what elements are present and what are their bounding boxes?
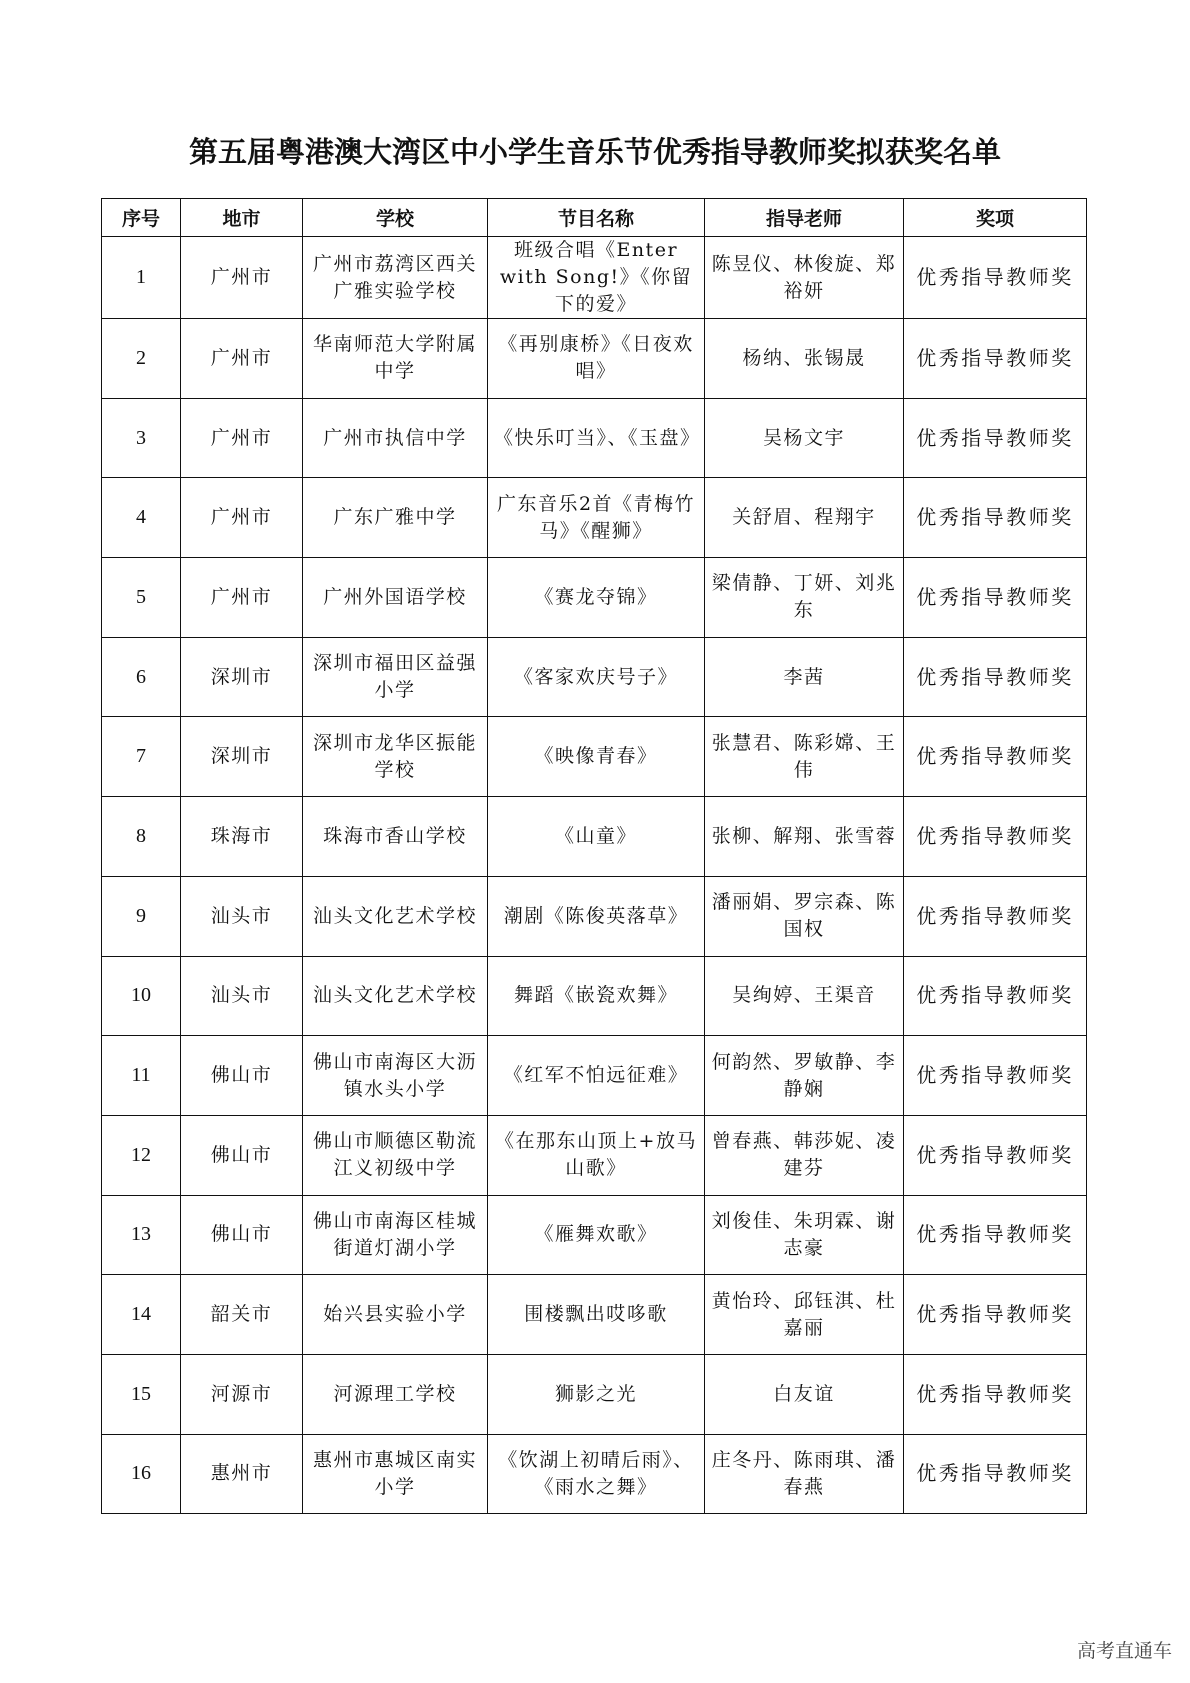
cell-program: 《快乐叮当》、《玉盘》 bbox=[488, 398, 705, 478]
cell-school: 华南师范大学附属中学 bbox=[303, 319, 488, 399]
cell-program: 班级合唱《Enter with Song!》《你留下的爱》 bbox=[488, 237, 705, 319]
cell-award: 优秀指导教师奖 bbox=[904, 1036, 1087, 1116]
cell-teachers: 庄冬丹、陈雨琪、潘春燕 bbox=[705, 1434, 904, 1514]
cell-award: 优秀指导教师奖 bbox=[904, 1275, 1087, 1355]
table-row bbox=[102, 717, 1087, 797]
table-body bbox=[102, 237, 1087, 1514]
cell-program: 潮剧《陈俊英落草》 bbox=[488, 876, 705, 956]
cell-school: 汕头文化艺术学校 bbox=[303, 876, 488, 956]
cell-award: 优秀指导教师奖 bbox=[904, 398, 1087, 478]
table-row bbox=[102, 797, 1087, 877]
cell-school: 深圳市福田区益强小学 bbox=[303, 637, 488, 717]
cell-award: 优秀指导教师奖 bbox=[904, 797, 1087, 877]
cell-program: 《赛龙夺锦》 bbox=[488, 558, 705, 638]
cell-award: 优秀指导教师奖 bbox=[904, 876, 1087, 956]
cell-number: 8 bbox=[102, 797, 181, 877]
cell-city: 汕头市 bbox=[181, 876, 303, 956]
cell-award: 优秀指导教师奖 bbox=[904, 319, 1087, 399]
header-row bbox=[102, 199, 1087, 237]
cell-award: 优秀指导教师奖 bbox=[904, 637, 1087, 717]
table-row bbox=[102, 398, 1087, 478]
table-header bbox=[102, 199, 1087, 237]
cell-number: 9 bbox=[102, 876, 181, 956]
cell-teachers: 陈昱仪、林俊旋、郑裕妍 bbox=[705, 237, 904, 319]
header-number: 序号 bbox=[102, 199, 181, 237]
table-row bbox=[102, 637, 1087, 717]
cell-school: 广州市执信中学 bbox=[303, 398, 488, 478]
table-row bbox=[102, 1275, 1087, 1355]
cell-teachers: 刘俊佳、朱玥霖、谢志豪 bbox=[705, 1195, 904, 1275]
cell-program: 《在那东山顶上+放马山歌》 bbox=[488, 1115, 705, 1195]
header-city: 地市 bbox=[181, 199, 303, 237]
cell-teachers: 关舒眉、程翔宇 bbox=[705, 478, 904, 558]
cell-city: 佛山市 bbox=[181, 1036, 303, 1116]
cell-school: 河源理工学校 bbox=[303, 1354, 488, 1434]
cell-number: 3 bbox=[102, 398, 181, 478]
cell-teachers: 张柳、解翔、张雪蓉 bbox=[705, 797, 904, 877]
cell-city: 佛山市 bbox=[181, 1115, 303, 1195]
cell-city: 珠海市 bbox=[181, 797, 303, 877]
cell-award: 优秀指导教师奖 bbox=[904, 956, 1087, 1036]
cell-number: 11 bbox=[102, 1036, 181, 1116]
cell-program: 围楼飘出哎哆歌 bbox=[488, 1275, 705, 1355]
cell-award: 优秀指导教师奖 bbox=[904, 717, 1087, 797]
cell-number: 12 bbox=[102, 1115, 181, 1195]
cell-award: 优秀指导教师奖 bbox=[904, 1434, 1087, 1514]
table-row bbox=[102, 319, 1087, 399]
cell-school: 广州市荔湾区西关广雅实验学校 bbox=[303, 237, 488, 319]
cell-city: 广州市 bbox=[181, 237, 303, 319]
table-row bbox=[102, 876, 1087, 956]
cell-program: 《客家欢庆号子》 bbox=[488, 637, 705, 717]
cell-teachers: 杨纳、张锡晟 bbox=[705, 319, 904, 399]
cell-program: 《饮湖上初晴后雨》、《雨水之舞》 bbox=[488, 1434, 705, 1514]
cell-number: 13 bbox=[102, 1195, 181, 1275]
table-row bbox=[102, 1195, 1087, 1275]
award-table bbox=[101, 198, 1087, 1514]
header-school: 学校 bbox=[303, 199, 488, 237]
cell-teachers: 张慧君、陈彩嫦、王伟 bbox=[705, 717, 904, 797]
cell-program: 《再别康桥》《日夜欢唱》 bbox=[488, 319, 705, 399]
cell-teachers: 潘丽娟、罗宗森、陈国权 bbox=[705, 876, 904, 956]
cell-award: 优秀指导教师奖 bbox=[904, 237, 1087, 319]
cell-award: 优秀指导教师奖 bbox=[904, 1115, 1087, 1195]
cell-number: 15 bbox=[102, 1354, 181, 1434]
cell-number: 1 bbox=[102, 237, 181, 319]
cell-program: 《红军不怕远征难》 bbox=[488, 1036, 705, 1116]
header-award: 奖项 bbox=[904, 199, 1087, 237]
cell-teachers: 曾春燕、韩莎妮、凌建芬 bbox=[705, 1115, 904, 1195]
cell-teachers: 白友谊 bbox=[705, 1354, 904, 1434]
table-row bbox=[102, 237, 1087, 319]
cell-award: 优秀指导教师奖 bbox=[904, 1354, 1087, 1434]
cell-teachers: 吴绚婷、王渠音 bbox=[705, 956, 904, 1036]
header-teachers: 指导老师 bbox=[705, 199, 904, 237]
cell-school: 汕头文化艺术学校 bbox=[303, 956, 488, 1036]
watermark-text: 高考直通车 bbox=[1076, 1640, 1172, 1662]
cell-program: 广东音乐2首《青梅竹马》《醒狮》 bbox=[488, 478, 705, 558]
cell-program: 《山童》 bbox=[488, 797, 705, 877]
cell-city: 广州市 bbox=[181, 478, 303, 558]
cell-city: 韶关市 bbox=[181, 1275, 303, 1355]
cell-number: 2 bbox=[102, 319, 181, 399]
header-program: 节目名称 bbox=[488, 199, 705, 237]
cell-teachers: 吴杨文宇 bbox=[705, 398, 904, 478]
cell-city: 河源市 bbox=[181, 1354, 303, 1434]
table-row bbox=[102, 1434, 1087, 1514]
table-row bbox=[102, 478, 1087, 558]
cell-award: 优秀指导教师奖 bbox=[904, 1195, 1087, 1275]
cell-teachers: 梁倩静、丁妍、刘兆东 bbox=[705, 558, 904, 638]
cell-city: 汕头市 bbox=[181, 956, 303, 1036]
cell-school: 惠州市惠城区南实小学 bbox=[303, 1434, 488, 1514]
cell-program: 《雁舞欢歌》 bbox=[488, 1195, 705, 1275]
cell-number: 10 bbox=[102, 956, 181, 1036]
cell-city: 广州市 bbox=[181, 319, 303, 399]
cell-number: 7 bbox=[102, 717, 181, 797]
cell-teachers: 何韵然、罗敏静、李静娴 bbox=[705, 1036, 904, 1116]
cell-city: 惠州市 bbox=[181, 1434, 303, 1514]
document-title: 第五届粤港澳大湾区中小学生音乐节优秀指导教师奖拟获奖名单 bbox=[188, 135, 1001, 169]
cell-school: 深圳市龙华区振能学校 bbox=[303, 717, 488, 797]
cell-school: 始兴县实验小学 bbox=[303, 1275, 488, 1355]
cell-number: 6 bbox=[102, 637, 181, 717]
cell-city: 佛山市 bbox=[181, 1195, 303, 1275]
cell-program: 舞蹈《嵌瓷欢舞》 bbox=[488, 956, 705, 1036]
cell-city: 深圳市 bbox=[181, 717, 303, 797]
cell-school: 佛山市顺德区勒流江义初级中学 bbox=[303, 1115, 488, 1195]
cell-school: 广东广雅中学 bbox=[303, 478, 488, 558]
cell-teachers: 黄怡玲、邱钰淇、杜嘉丽 bbox=[705, 1275, 904, 1355]
cell-program: 《映像青春》 bbox=[488, 717, 705, 797]
cell-school: 珠海市香山学校 bbox=[303, 797, 488, 877]
cell-number: 4 bbox=[102, 478, 181, 558]
table-row bbox=[102, 1036, 1087, 1116]
cell-award: 优秀指导教师奖 bbox=[904, 478, 1087, 558]
cell-number: 16 bbox=[102, 1434, 181, 1514]
cell-school: 佛山市南海区大沥镇水头小学 bbox=[303, 1036, 488, 1116]
table-row bbox=[102, 1354, 1087, 1434]
table-row bbox=[102, 1115, 1087, 1195]
cell-number: 14 bbox=[102, 1275, 181, 1355]
cell-city: 广州市 bbox=[181, 398, 303, 478]
cell-award: 优秀指导教师奖 bbox=[904, 558, 1087, 638]
cell-city: 广州市 bbox=[181, 558, 303, 638]
table-row bbox=[102, 558, 1087, 638]
cell-city: 深圳市 bbox=[181, 637, 303, 717]
cell-school: 佛山市南海区桂城街道灯湖小学 bbox=[303, 1195, 488, 1275]
table-row bbox=[102, 956, 1087, 1036]
cell-number: 5 bbox=[102, 558, 181, 638]
cell-teachers: 李茜 bbox=[705, 637, 904, 717]
cell-program: 狮影之光 bbox=[488, 1354, 705, 1434]
cell-school: 广州外国语学校 bbox=[303, 558, 488, 638]
